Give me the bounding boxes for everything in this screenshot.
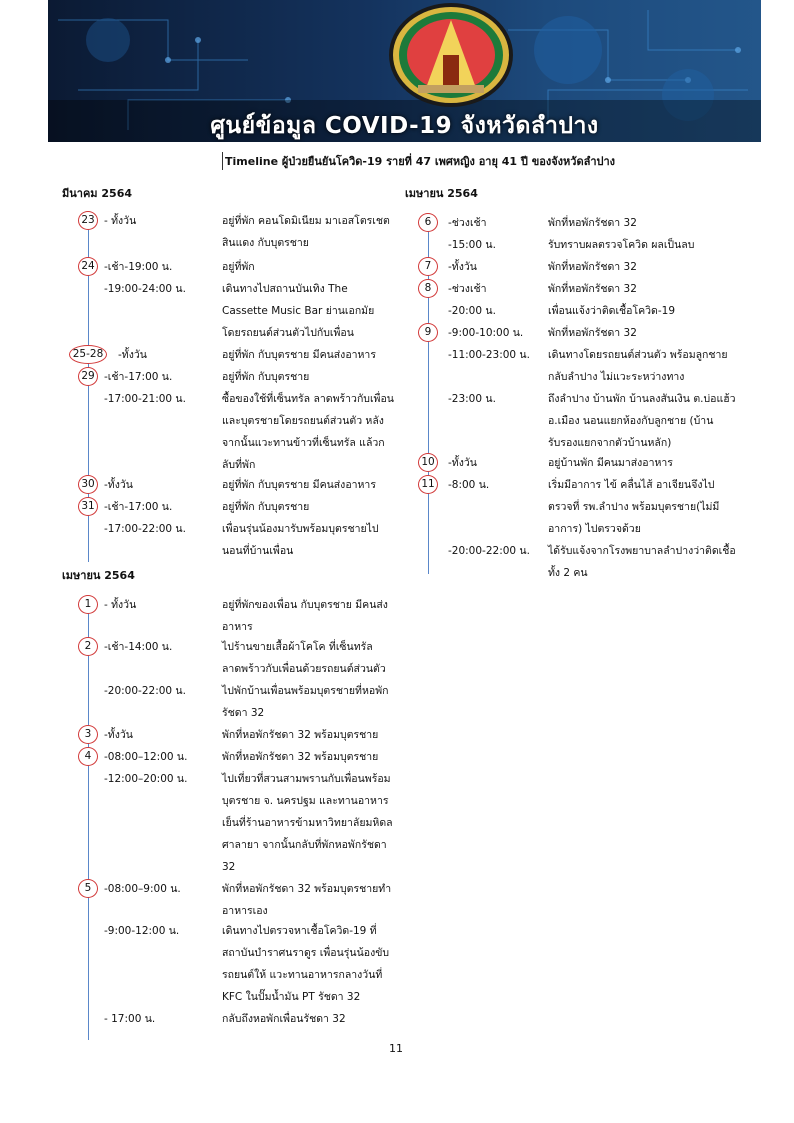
entry-description: อยู่ที่พัก คอนโดมิเนียม มาเอสโตรเชตสินแดง กับบุตรชาย xyxy=(222,215,390,249)
entry-time: -ทั้งวัน xyxy=(104,729,133,741)
entry-description: อยู่ที่พักของเพื่อน กับบุตรชาย มีคนส่งอาหาร xyxy=(222,599,388,633)
entry-description: ซื้อของใช้ที่เซ็นทรัล ลาดพร้าวกับเพื่อนและบุตรชายโดยรถยนต์ส่วนตัว หลังจากนั้นแวะทานข้าวที่เซ็นทรัล แล้วกลับที่พัก xyxy=(222,393,394,471)
entry-description: ได้รับแจ้งจากโรงพยาบาลลำปางว่าติดเชื้อทั้ง 2 คน xyxy=(548,545,736,579)
day-marker: 8 xyxy=(418,279,438,298)
day-marker: 3 xyxy=(78,725,98,744)
entry-description: ไปร้านขายเสื้อผ้าโคโค ที่เซ็นทรัลลาดพร้าวกับเพื่อนด้วยรถยนต์ส่วนตัว xyxy=(222,641,386,675)
entry-time: - ทั้งวัน xyxy=(104,599,137,611)
day-marker: 24 xyxy=(78,257,98,276)
entry-description: พักที่หอพักรัชดา 32 xyxy=(548,327,637,339)
entry-description: รับทราบผลตรวจโควิด ผลเป็นลบ xyxy=(548,239,695,251)
entry-description: ไปเที่ยวที่สวนสามพรานกับเพื่อนพร้อมบุตรชาย จ. นครปฐม และทานอาหารเย็นที่ร้านอาหารข้ามหาวิทยาลัยมหิดลศาลายา จากนั้นกลับที่พักหอพักรัชดา 32 xyxy=(222,773,393,873)
entry-time: -เช้า-17:00 น. xyxy=(104,371,173,383)
entry-time: -เช้า-14:00 น. xyxy=(104,641,173,653)
entry-time: - ทั้งวัน xyxy=(104,215,137,227)
entry-time: -20:00-22:00 น. xyxy=(104,685,186,697)
entry-time: -ช่วงเช้า xyxy=(448,217,487,229)
province-seal-logo xyxy=(389,3,513,107)
entry-time: -08:00–9:00 น. xyxy=(104,883,181,895)
entry-time: -12:00–20:00 น. xyxy=(104,773,188,785)
entry-description: พักที่หอพักรัชดา 32 พร้อมบุตรชาย xyxy=(222,729,379,741)
timeline-line xyxy=(88,598,89,1040)
entry-time: -ทั้งวัน xyxy=(118,349,147,361)
entry-time: -ทั้งวัน xyxy=(448,457,477,469)
page-number: 11 xyxy=(389,1042,403,1055)
day-marker: 29 xyxy=(78,367,98,386)
month-heading-april-right: เมษายน 2564 xyxy=(405,187,478,200)
entry-description: พักที่หอพักรัชดา 32 xyxy=(548,217,637,229)
entry-description: เดินทางโดยรถยนต์ส่วนตัว พร้อมลูกชายกลับลำปาง ไม่แวะระหว่างทาง xyxy=(548,349,728,383)
entry-time: -19:00-24:00 น. xyxy=(104,283,186,295)
day-marker: 11 xyxy=(418,475,438,494)
day-marker: 25-28 xyxy=(69,345,107,364)
entry-description: ไปพักบ้านเพื่อนพร้อมบุตรชายที่หอพักรัชดา 32 xyxy=(222,685,389,719)
document-title: Timeline ผู้ป่วยยืนยันโควิด-19 รายที่ 47 เพศหญิง อายุ 41 ปี ของจังหวัดลำปาง xyxy=(222,152,615,170)
entry-time: -เช้า-17:00 น. xyxy=(104,501,173,513)
day-marker: 9 xyxy=(418,323,438,342)
entry-time: -9:00-12:00 น. xyxy=(104,925,180,937)
entry-time: -8:00 น. xyxy=(448,479,490,491)
day-marker: 5 xyxy=(78,879,98,898)
entry-time: -11:00-23:00 น. xyxy=(448,349,530,361)
day-marker: 6 xyxy=(418,213,438,232)
day-marker: 2 xyxy=(78,637,98,656)
entry-time: -17:00-22:00 น. xyxy=(104,523,186,535)
entry-description: อยู่ที่พัก กับบุตรชาย xyxy=(222,371,310,383)
entry-time: -23:00 น. xyxy=(448,393,496,405)
entry-description: กลับถึงหอพักเพื่อนรัชดา 32 xyxy=(222,1013,346,1025)
entry-description: เริ่มมีอาการ ไข้ คลื่นไส้ อาเจียนจึงไปตรวจที่ รพ.ลำปาง พร้อมบุตรชาย(ไม่มีอาการ) ไปตรวจด้วย xyxy=(548,479,720,535)
day-marker: 30 xyxy=(78,475,98,494)
entry-description: พักที่หอพักรัชดา 32 พร้อมบุตรชายทำอาหารเอง xyxy=(222,883,392,917)
entry-time: -15:00 น. xyxy=(448,239,496,251)
day-marker: 4 xyxy=(78,747,98,766)
entry-description: อยู่ที่พัก กับบุตรชาย xyxy=(222,501,310,513)
entry-time: -ทั้งวัน xyxy=(448,261,477,273)
day-marker: 10 xyxy=(418,453,438,472)
entry-time: -20:00 น. xyxy=(448,305,496,317)
entry-time: -เช้า-19:00 น. xyxy=(104,261,173,273)
entry-description: อยู่ที่พัก กับบุตรชาย มีคนส่งอาหาร xyxy=(222,349,376,361)
day-marker: 1 xyxy=(78,595,98,614)
banner-title: ศูนย์ข้อมูล COVID-19 จังหวัดลำปาง xyxy=(210,113,599,139)
entry-time: - 17:00 น. xyxy=(104,1013,156,1025)
day-marker: 23 xyxy=(78,211,98,230)
entry-description: เพื่อนแจ้งว่าติดเชื้อโควิด-19 xyxy=(548,305,676,317)
month-heading-march: มีนาคม 2564 xyxy=(62,187,133,200)
entry-description: อยู่บ้านพัก มีคนมาส่งอาหาร xyxy=(548,457,673,469)
entry-description: เพื่อนรุ่นน้องมารับพร้อมบุตรชายไปนอนที่บ้านเพื่อน xyxy=(222,523,379,557)
month-heading-april-left: เมษายน 2564 xyxy=(62,569,135,582)
entry-description: เดินทางไปสถานบันเทิง The Cassette Music Bar ย่านเอกมัย โดยรถยนต์ส่วนตัวไปกับเพื่อน xyxy=(222,283,375,339)
entry-description: ถึงลำปาง บ้านพัก บ้านลงสันเงิน ต.บ่อแฮ้ว อ.เมือง นอนแยกห้องกับลูกชาย (บ้านรับรองแยกจากตัวบ้านหลัก) xyxy=(548,393,736,449)
header-banner xyxy=(48,0,761,142)
day-marker: 7 xyxy=(418,257,438,276)
entry-time: -ช่วงเช้า xyxy=(448,283,487,295)
entry-time: -ทั้งวัน xyxy=(104,479,133,491)
entry-description: พักที่หอพักรัชดา 32 พร้อมบุตรชาย xyxy=(222,751,379,763)
entry-description: พักที่หอพักรัชดา 32 xyxy=(548,261,637,273)
entry-time: -9:00-10:00 น. xyxy=(448,327,524,339)
entry-time: -17:00-21:00 น. xyxy=(104,393,186,405)
entry-description: อยู่ที่พัก xyxy=(222,261,255,273)
entry-description: เดินทางไปตรวจหาเชื้อโควิด-19 ที่สถาบันบำราศนราดูร เพื่อนรุ่นน้องขับรถยนต์ให้ แวะทานอาหารกลางวันที่ KFC ในปั๊มน้ำมัน PT รัชดา 32 xyxy=(222,925,390,1003)
entry-time: -20:00-22:00 น. xyxy=(448,545,530,557)
entry-description: พักที่หอพักรัชดา 32 xyxy=(548,283,637,295)
entry-description: อยู่ที่พัก กับบุตรชาย มีคนส่งอาหาร xyxy=(222,479,376,491)
day-marker: 31 xyxy=(78,497,98,516)
entry-time: -08:00–12:00 น. xyxy=(104,751,188,763)
